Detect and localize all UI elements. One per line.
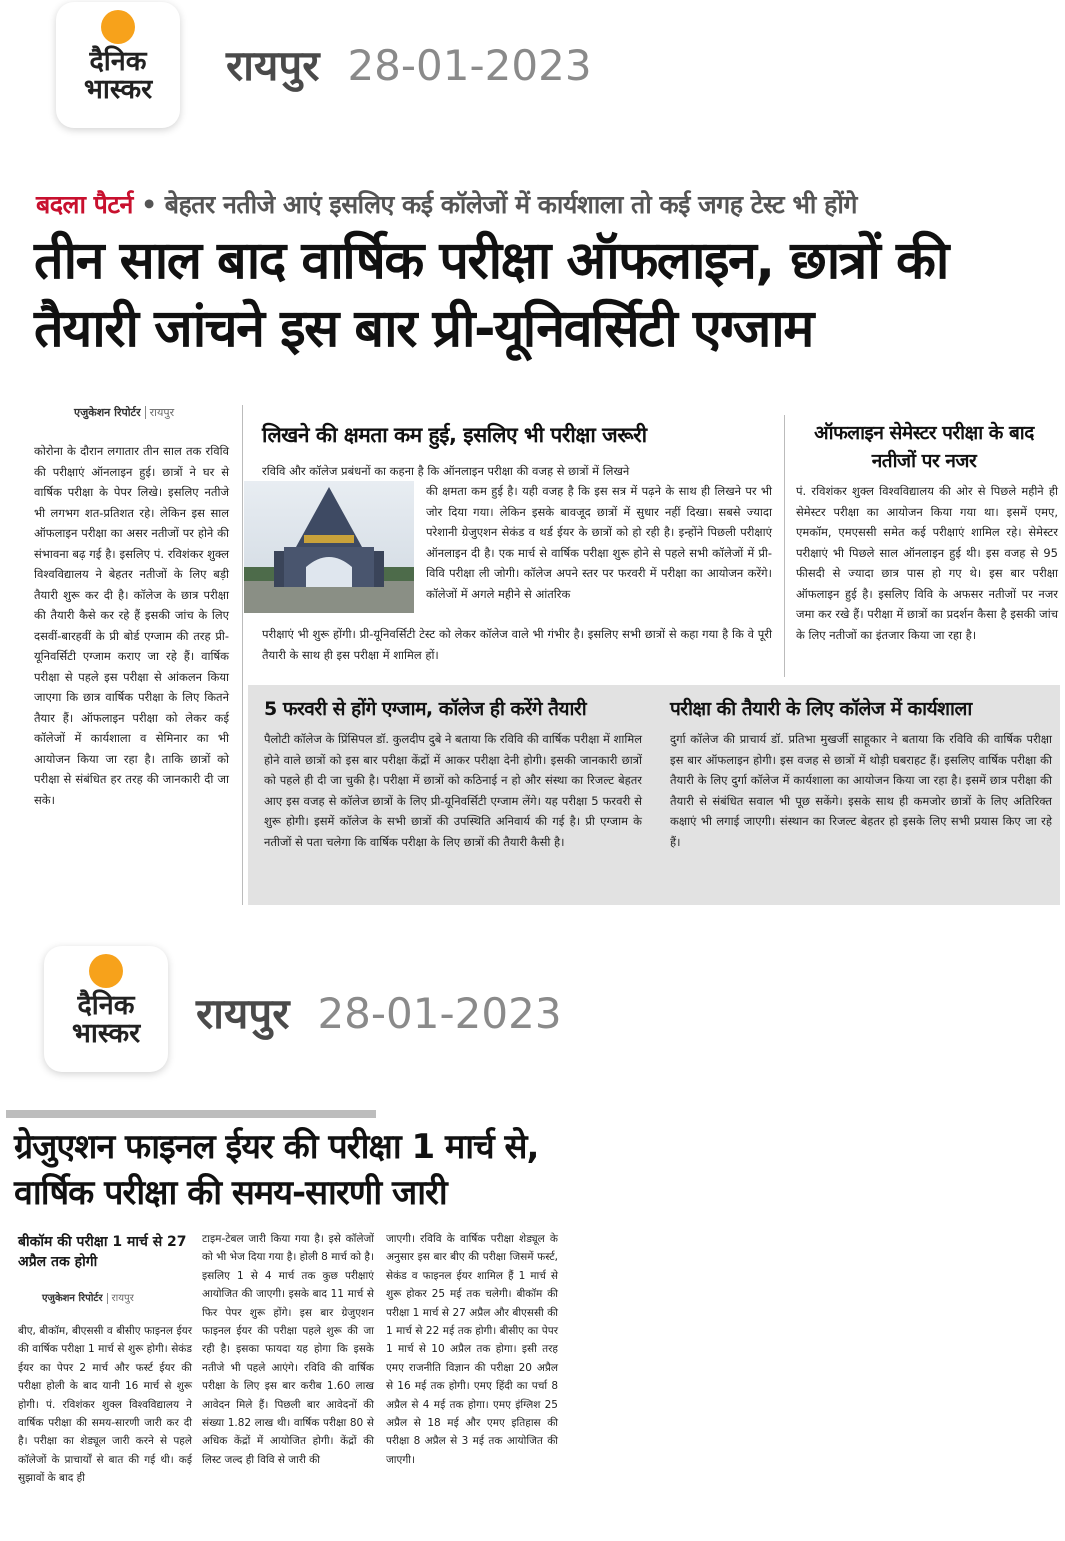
subhead: बीकॉम की परीक्षा 1 मार्च से 27 अप्रैल तक होगी bbox=[18, 1234, 187, 1270]
kicker-label: बदला पैटर्न bbox=[36, 190, 133, 219]
byline-name: एजुकेशन रिपोर्टर bbox=[74, 406, 141, 419]
dateline-date: 28-01-2023 bbox=[347, 41, 592, 90]
column-divider bbox=[784, 415, 785, 677]
news-clipping-1 bbox=[14, 183, 1060, 913]
byline-name: एजुकेशन रिपोर्टर bbox=[42, 1293, 103, 1304]
box2-body: पं. रविशंकर शुक्ल विश्वविद्यालय की ओर से पिछले महीने ही सेमेस्टर परीक्षा का आयोजन किया गया था। इसमें एमए, एमकॉम, एमएससी समेत कई परीक्षाएं शामिल रहे। सेमेस्टर परीक्षाएं भी पिछले साल ऑनलाइन हुई थी। इस वजह से 95 फीसदी से ज्यादा छात्र पास हो गए थे। इस बार परीक्षा ऑफलाइन हुई है। इसलिए विवि के अफसर नतीजों पर नजर जमा कर रखे हैं। परीक्षा में छात्रों का प्रदर्शन कैसा है इसकी जांच के लिए नतीजों का इंतजार किया जा रहा है। bbox=[796, 484, 1058, 642]
box1-title: लिखने की क्षमता कम हुई, इसलिए भी परीक्षा जरूरी bbox=[262, 423, 647, 447]
news-clipping-2 bbox=[6, 1110, 566, 1541]
dateline-city: रायपुर bbox=[226, 41, 320, 90]
byline-place: रायपुर bbox=[107, 1293, 134, 1304]
headline: तीन साल बाद वार्षिक परीक्षा ऑफलाइन, छात्रों की तैयारी जांचने इस बार प्री-यूनिवर्सिटी एग्जाम bbox=[34, 231, 948, 359]
logo-line1: दैनिक bbox=[89, 46, 147, 77]
logo-sun-icon bbox=[101, 10, 135, 44]
box3-body: पैलोटी कॉलेज के प्रिंसिपल डॉ. कुलदीप दुबे ने बताया कि रविवि की वार्षिक परीक्षा में शामिल होने वाले छात्रों को इस बार परीक्षा केंद्रों में आकर परीक्षा देनी होगी। इसकी जानकारी छात्रों को पहले ही दी जा चुकी है। परीक्षा में छात्रों को कठिनाई न हो और संस्था का रिजल्ट बेहतर आए इस वजह से कॉलेज छात्रों के लिए प्री-यूनिवर्सिटी एग्जाम लेंगे। यह परीक्षा 5 फरवरी से शुरू होगी। इसमें कॉलेज के सभी छात्रों की उपस्थिति अनिवार्य की गई है। प्री एग्जाम के नतीजों से पता चलेगा कि वार्षिक परीक्षा के लिए छात्रों की तैयारी कैसी है। bbox=[264, 732, 642, 849]
university-gate-photo bbox=[244, 481, 414, 613]
box2-title: ऑफलाइन सेमेस्टर परीक्षा के बाद नतीजों पर नजर bbox=[814, 422, 1034, 472]
column-3-text: जाएगी। रविवि के वार्षिक परीक्षा शेड्यूल के अनुसार इस बार बीए की परीक्षा जिसमें फर्स्ट, सेकंड व फाइनल ईयर शामिल हैं 1 मार्च से शुरू होकर 25 मई तक चलेगी। बीकॉम की परीक्षा 1 मार्च से 27 अप्रैल और बीएससी की 1 मार्च से 22 मई तक होगी। बीसीए का पेपर 1 मार्च से 10 अप्रैल तक होगा। इसी तरह एमए राजनीति विज्ञान की परीक्षा 20 अप्रैल से 16 मई तक होगी। एमए हिंदी का पर्चा 8 अप्रैल से 4 मई तक होगा। एमए इंग्लिश 25 अप्रैल से 18 मई और एमए इतिहास की परीक्षा 8 अप्रैल से 3 मई तक आयोजित की जाएगी। bbox=[386, 1233, 558, 1466]
newspaper-logo bbox=[44, 946, 168, 1072]
logo-line2: भास्कर bbox=[83, 74, 153, 105]
top-rule bbox=[6, 1110, 376, 1118]
column-2-text: टाइम-टेबल जारी किया गया है। इसे कॉलेजों को भी भेज दिया गया है। होली 8 मार्च को है। इसलिए 1 से 4 मार्च तक कुछ परीक्षाएं आयोजित की जाएगी। इसके बाद 11 मार्च से फिर पेपर शुरू होंगे। इस बार ग्रेजुएशन फाइनल ईयर की परीक्षा पहले शुरू की जा रही है। इसका फायदा यह होगा कि इसके नतीजे भी पहले आएंगे। रविवि की वार्षिक परीक्षा के लिए इस बार करीब 1.60 लाख आवेदन मिले हैं। पिछली बार आवेदनों की संख्या 1.82 लाख थी। वार्षिक परीक्षा 80 से अधिक केंद्रों में आयोजित होगी। केंद्रों की लिस्ट जल्द ही विवि से जारी की bbox=[202, 1233, 374, 1466]
left-column-text: कोरोना के दौरान लगातार तीन साल तक रविवि की परीक्षाएं ऑनलाइन हुई। छात्रों ने घर से वार्षिक परीक्षा के पेपर लिखे। इसलिए नतीजे भी लगभग शत-प्रतिशत रहे। लेकिन इस साल ऑफलाइन परीक्षा का असर नतीजों पर होने की संभावना बढ़ गई है। इसलिए पं. रविशंकर शुक्ल विश्वविद्यालय ने बेहतर नतीजों के लिए बड़ी तैयारी शुरू कर दी है। कॉलेज के छात्र परीक्षा की तैयारी कैसे कर रहे हैं इसकी जांच के लिए दसवीं-बारहवीं के प्री बोर्ड एग्जाम की तरह प्री-यूनिवर्सिटी एग्जाम कराए जा रहे हैं। वार्षिक परीक्षा से पहले इस परीक्षा से आंकलन किया जाएगा कि छात्र वार्षिक परीक्षा के लिए कितने तैयार हैं। ऑफलाइन परीक्षा को लेकर कई कॉलेजों में कार्यशाला व सेमिनार का भी आयोजन किया जा रहा है। ताकि छात्रों को परीक्षा से संबंधित हर तरह की जानकारी दी जा सके। bbox=[34, 444, 229, 807]
box3-title: 5 फरवरी से होंगे एग्जाम, कॉलेज ही करेंगे तैयारी bbox=[264, 698, 587, 720]
logo-line2: भास्कर bbox=[71, 1018, 141, 1049]
column-divider bbox=[242, 405, 243, 905]
logo-sun-icon bbox=[89, 954, 123, 988]
dateline-city: रायपुर bbox=[196, 989, 290, 1038]
byline bbox=[74, 405, 174, 420]
box4-body: दुर्गा कॉलेज की प्राचार्य डॉ. प्रतिभा मुखर्जी साहूकार ने बताया कि रविवि की वार्षिक परीक्षा इस बार ऑफलाइन होगी। इस वजह से छात्रों में थोड़ी घबराहट हैं। इसलिए वार्षिक परीक्षा की तैयारी के लिए दुर्गा कॉलेज में कार्यशाला का आयोजन किया जा रहा है। इसमें छात्र परीक्षा की तैयारी से संबंधित सवाल भी पूछ सकेंगे। इसके साथ ही कमजोर छात्रों के लिए अतिरिक्त कक्षाएं भी लगाई जाएगी। संस्थान का रिजल्ट बेहतर हो इसके लिए सभी प्रयास किए जा रहे हैं। bbox=[670, 732, 1052, 849]
kicker-text: • बेहतर नतीजे आएं इसलिए कई कॉलेजों में कार्यशाला तो कई जगह टेस्ट भी होंगे bbox=[141, 190, 857, 219]
kicker bbox=[36, 187, 857, 221]
newspaper-logo bbox=[56, 2, 180, 128]
byline-place: रायपुर bbox=[145, 406, 174, 419]
logo-line1: दैनिक bbox=[77, 990, 135, 1021]
dateline bbox=[196, 984, 562, 1041]
box4-title: परीक्षा की तैयारी के लिए कॉलेज में कार्यशाला bbox=[670, 698, 972, 720]
box1-tail: परीक्षाएं भी शुरू होंगी। प्री-यूनिवर्सिटी टेस्ट को लेकर कॉलेज वाले भी गंभीर है। इसलिए सभी छात्रों से कहा गया है कि वे पूरी तैयारी के साथ ही इस परीक्षा में शामिल हों। bbox=[262, 627, 772, 662]
dateline-date: 28-01-2023 bbox=[317, 989, 562, 1038]
column-1-text: बीए, बीकॉम, बीएससी व बीसीए फाइनल ईयर की वार्षिक परीक्षा 1 मार्च से शुरू होगी। सेकंड ईयर का पेपर 2 मार्च और फर्स्ट ईयर की परीक्षा होली के बाद यानी 16 मार्च से शुरू होगी। पं. रविशंकर शुक्ल विश्वविद्यालय ने वार्षिक परीक्षा की समय-सारणी जारी कर दी है। परीक्षा का शेड्यूल जारी करने से पहले कॉलेजों के प्राचार्यों से बात की गई थी। कई सुझावों के बाद ही bbox=[18, 1325, 192, 1485]
dateline bbox=[226, 36, 592, 93]
box1-body: की क्षमता कम हुई है। यही वजह है कि इस सत्र में पढ़ने के साथ ही लिखने पर भी जोर दिया गया। लेकिन इसके बावजूद छात्रों में सुधार नहीं दिखा। सबसे ज्यादा परेशानी ग्रेजुएशन सेकंड व थर्ड ईयर के छात्रों को हो रही है। इन्होंने पिछली परीक्षाएं ऑनलाइन दी है। एक मार्च से वार्षिक परीक्षा शुरू होने से पहले सभी कॉलेजों में प्री-विवि परीक्षा ली जोगी। कॉलेज अपने स्तर पर फरवरी में परीक्षा का आयोजन करेंगे। कॉलेजों में अगले महीने से आंतरिक bbox=[426, 484, 772, 601]
headline: ग्रेजुएशन फाइनल ईयर की परीक्षा 1 मार्च से, वार्षिक परीक्षा की समय-सारणी जारी bbox=[14, 1127, 539, 1213]
box1-intro: रविवि और कॉलेज प्रबंधनों का कहना है कि ऑनलाइन परीक्षा की वजह से छात्रों में लिखने bbox=[262, 464, 630, 478]
byline bbox=[42, 1290, 134, 1304]
